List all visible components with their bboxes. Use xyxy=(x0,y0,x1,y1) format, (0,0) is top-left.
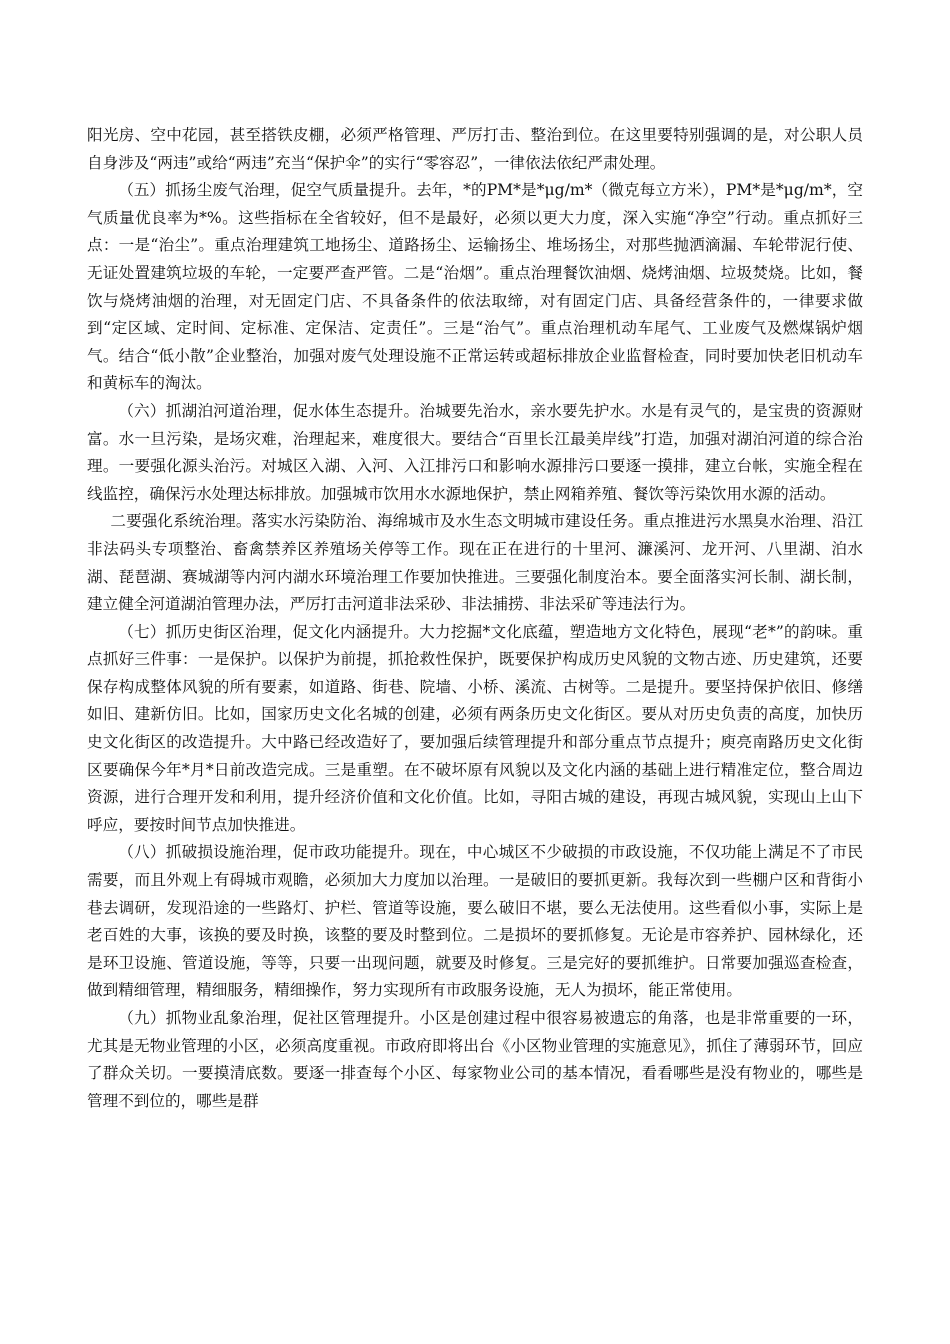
paragraph-section-7: （七）抓历史街区治理，促文化内涵提升。大力挖掘*文化底蕴，塑造地方文化特色，展现“老*”的韵味。重点抓好三件事：一是保护。以保护为前提，抓抢救性保护，既要保护构成历史风貌的文物古迹、历史建筑，还要保存构成整体风貌的所有要素，如道路、街巷、院墙、小桥、溪流、古树等。二是提升。要坚持保护依旧、修缮如旧、建新仿旧。比如，国家历史文化名城的创建，必须有两条历史文化街区。要从对历史负责的高度，加快历史文化街区的改造提升。大中路已经改造好了，要加强后续管理提升和部分重点节点提升；庾亮南路历史文化街区要确保今年*月*日前改造完成。三是重塑。在不破坏原有风貌以及文化内涵的基础上进行精准定位，整合周边资源，进行合理开发和利用，提升经济价值和文化价值。比如，寻阳古城的建设，再现古城风貌，实现山上山下呼应，要按时间节点加快推进。 xyxy=(87,622,863,834)
paragraph-section-9: （九）抓物业乱象治理，促社区管理提升。小区是创建过程中很容易被遗忘的角落，也是非常重要的一环，尤其是无物业管理的小区，必须高度重视。市政府即将出台《小区物业管理的实施意见》，抓住了薄弱环节，回应了群众关切。一要摸清底数。要逐一排查每个小区、每家物业公司的基本情况，看看哪些是没有物业的，哪些是管理不到位的，哪些是群 xyxy=(87,1009,863,1110)
paragraph-section-8: （八）抓破损设施治理，促市政功能提升。现在，中心城区不少破损的市政设施，不仅功能上满足不了市民需要，而且外观上有碍城市观瞻，必须加大力度加以治理。一是破旧的要抓更新。我每次到一些棚户区和背街小巷去调研，发现沿途的一些路灯、护栏、管道等设施，要么破旧不堪，要么无法使用。这些看似小事，实际上是老百姓的大事，该换的要及时换，该整的要及时整到位。二是损坏的要抓修复。无论是市容养护、园林绿化，还是环卫设施、管道设施，等等，只要一出现问题，就要及时修复。三是完好的要抓维护。日常要加强巡查检查，做到精细管理，精细服务，精细操作，努力实现所有市政服务设施，无人为损坏，能正常使用。 xyxy=(87,843,863,1000)
paragraph-section-5: （五）抓扬尘废气治理，促空气质量提升。去年，*的PM*是*μg/m*（微克每立方米），PM*是*μg/m*，空气质量优良率为*%。这些指标在全省较好，但不是最好，必须以更大力度，深入实施“净空”行动。重点抓好三点：一是“治尘”。重点治理建筑工地扬尘、道路扬尘、运输扬尘、堆场扬尘，对那些抛洒滴漏、车轮带泥行使、无证处置建筑垃圾的车轮，一定要严查严管。二是“治烟”。重点治理餐饮油烟、烧烤油烟、垃圾焚烧。比如，餐饮与烧烤油烟的治理，对无固定门店、不具备条件的依法取缔，对有固定门店、具备经营条件的，一律要求做到“定区域、定时间、定标准、定保洁、定责任”。三是“治气”。重点治理机动车尾气、工业废气及燃煤锅炉烟气。结合“低小散”企业整治，加强对废气处理设施不正常运转或超标排放企业监督检查，同时要加快老旧机动车和黄标车的淘汰。 xyxy=(87,181,863,393)
document-body xyxy=(87,122,863,1115)
paragraph-section-6-continued: 二要强化系统治理。落实水污染防治、海绵城市及水生态文明城市建设任务。重点推进污水黑臭水治理、沿江非法码头专项整治、畜禽禁养区养殖场关停等工作。现在正在进行的十里河、濂溪河、龙开河、八里湖、泊水湖、琵琶湖、赛城湖等内河内湖水环境治理工作要加快推进。三要强化制度治本。要全面落实河长制、湖长制，建立健全河道湖泊管理办法，严厉打击河道非法采砂、非法捕捞、非法采矿等违法行为。 xyxy=(87,512,863,614)
paragraph-continuation: 阳光房、空中花园，甚至搭铁皮棚，必须严格管理、严厉打击、整治到位。在这里要特别强调的是，对公职人员自身涉及“两违”或给“两违”充当“保护伞”的实行“零容忍”，一律依法依纪严肃处理。 xyxy=(87,126,863,172)
paragraph-section-6: （六）抓湖泊河道治理，促水体生态提升。治城要先治水，亲水要先护水。水是有灵气的，是宝贵的资源财富。水一旦污染，是场灾难，治理起来，难度很大。要结合“百里长江最美岸线”打造，加强对湖泊河道的综合治理。一要强化源头治污。对城区入湖、入河、入江排污口和影响水源排污口要逐一摸排，建立台帐，实施全程在线监控，确保污水处理达标排放。加强城市饮用水水源地保护，禁止网箱养殖、餐饮等污染饮用水源的活动。 xyxy=(87,401,863,503)
